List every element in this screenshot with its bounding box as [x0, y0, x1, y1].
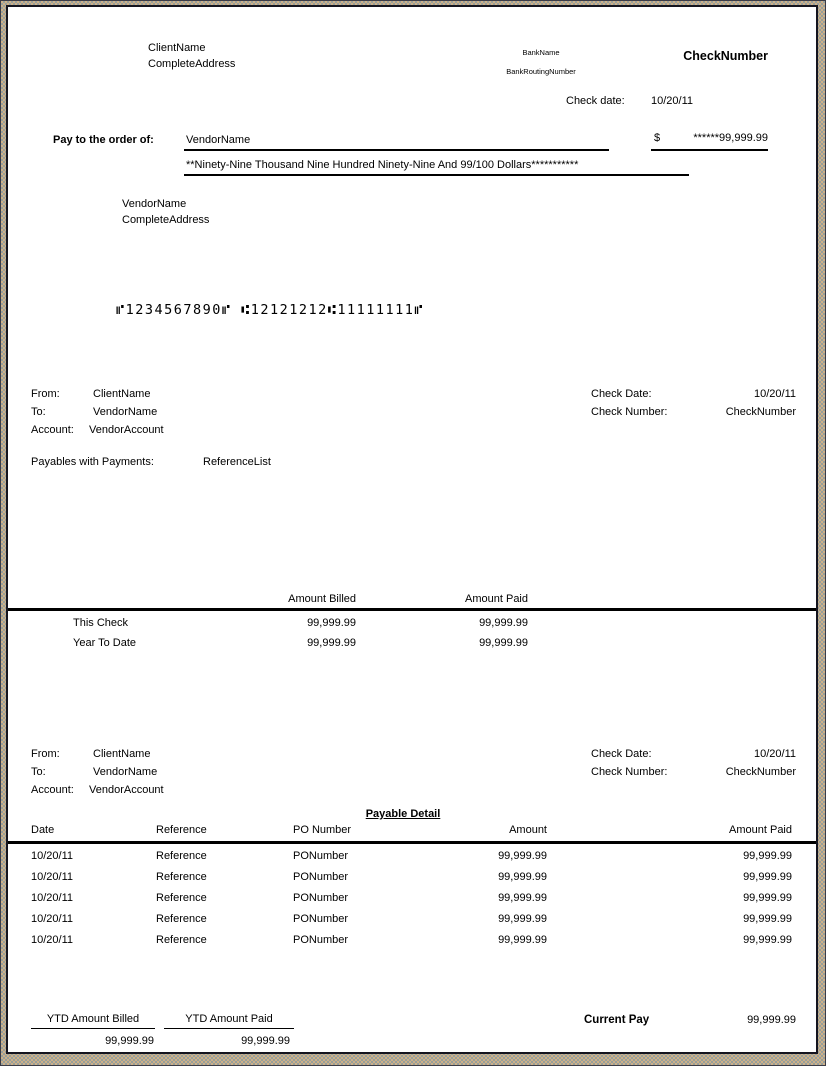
payable-paid: 99,999.99 — [743, 850, 792, 862]
col-header-amount-paid: Amount Paid — [729, 824, 792, 836]
ytd-paid-value: 99,999.99 — [241, 1035, 290, 1047]
payable-po: PONumber — [293, 892, 349, 904]
summary-row-label: Year To Date — [73, 637, 136, 649]
stub1-check-number-value: CheckNumber — [725, 406, 796, 418]
stub1-account-value: VendorAccount — [89, 424, 164, 436]
payable-detail-divider — [8, 841, 816, 844]
bank-info-block — [498, 43, 584, 81]
stub2-from-label: From: — [31, 748, 60, 760]
current-pay-value: 99,999.99 — [747, 1014, 796, 1026]
stub1-from-label: From: — [31, 388, 60, 400]
summary-row-paid: 99,999.99 — [479, 617, 528, 629]
payable-amount: 99,999.99 — [498, 913, 547, 925]
stub1-to-value: VendorName — [93, 406, 158, 418]
summary-row-billed: 99,999.99 — [307, 637, 356, 649]
summary-row-billed: 99,999.99 — [307, 617, 356, 629]
stub1-check-date-value: 10/20/11 — [753, 388, 796, 400]
payable-paid: 99,999.99 — [743, 913, 792, 925]
stub2-to-value: VendorName — [93, 766, 158, 778]
payable-amount: 99,999.99 — [498, 871, 547, 883]
summary-paid-header: Amount Paid — [465, 593, 528, 605]
stub1-check-date-label: Check Date: — [591, 388, 652, 400]
payable-reference: Reference — [156, 850, 207, 862]
vendor-address-block — [122, 196, 209, 228]
payable-reference: Reference — [156, 934, 207, 946]
stub2-to-label: To: — [31, 766, 46, 778]
payee-underline — [184, 149, 609, 151]
stub2-check-number-value: CheckNumber — [725, 766, 796, 778]
payable-amount: 99,999.99 — [498, 850, 547, 862]
payable-paid: 99,999.99 — [743, 871, 792, 883]
amount-numeric: ******99,999.99 — [693, 132, 768, 144]
stub2-from-value: ClientName — [93, 748, 151, 760]
check-date-value: 10/20/11 — [651, 95, 694, 107]
summary-divider — [8, 608, 816, 611]
payable-amount: 99,999.99 — [498, 892, 547, 904]
client-address-block — [148, 40, 235, 72]
client-name: ClientName — [148, 42, 206, 54]
payable-reference: Reference — [156, 892, 207, 904]
client-address: CompleteAddress — [148, 58, 236, 70]
payable-paid: 99,999.99 — [743, 934, 792, 946]
payee-name: VendorName — [186, 134, 251, 146]
current-pay-label: Current Pay — [584, 1014, 650, 1026]
micr-line: ⑈1234567890⑈ ⑆12121212⑆11111111⑈ — [116, 302, 424, 318]
pay-to-label: Pay to the order of: — [53, 134, 154, 146]
check-number: CheckNumber — [683, 49, 768, 63]
stub2-check-number-label: Check Number: — [591, 766, 668, 778]
payable-date: 10/20/11 — [31, 913, 74, 925]
payable-date: 10/20/11 — [31, 934, 74, 946]
summary-row-paid: 99,999.99 — [479, 637, 528, 649]
amount-words-underline — [184, 174, 689, 176]
stub2-check-date-label: Check Date: — [591, 748, 652, 760]
bank-name: BankName — [522, 48, 560, 57]
payable-po: PONumber — [293, 913, 349, 925]
amount-words: **Ninety-Nine Thousand Nine Hundred Ninety-Nine And 99/100 Dollars*********** — [186, 159, 579, 171]
currency-symbol: $ — [654, 132, 661, 144]
payable-po: PONumber — [293, 871, 349, 883]
stub1-from-value: ClientName — [93, 388, 151, 400]
stub1-payables-value: ReferenceList — [203, 456, 271, 468]
check-document-page — [6, 5, 818, 1054]
ytd-billed-value: 99,999.99 — [105, 1035, 154, 1047]
summary-row-label: This Check — [73, 617, 129, 629]
summary-billed-header: Amount Billed — [288, 593, 356, 605]
vendor-name: VendorName — [122, 198, 187, 210]
stub2-account-label: Account: — [31, 784, 74, 796]
col-header-amount: Amount — [509, 824, 547, 836]
stub1-account-label: Account: — [31, 424, 74, 436]
ytd-billed-header: YTD Amount Billed — [31, 1013, 155, 1029]
payable-reference: Reference — [156, 913, 207, 925]
stub1-payables-label: Payables with Payments: — [31, 456, 154, 468]
payable-date: 10/20/11 — [31, 850, 74, 862]
bank-routing-number: BankRoutingNumber — [506, 67, 576, 76]
vendor-address: CompleteAddress — [122, 214, 210, 226]
check-date-label: Check date: — [566, 95, 625, 107]
amount-underline — [651, 149, 768, 151]
ytd-paid-header: YTD Amount Paid — [164, 1013, 294, 1029]
payable-reference: Reference — [156, 871, 207, 883]
payable-date: 10/20/11 — [31, 892, 74, 904]
payable-po: PONumber — [293, 850, 349, 862]
payable-date: 10/20/11 — [31, 871, 74, 883]
col-header-reference: Reference — [156, 824, 207, 836]
col-header-date: Date — [31, 824, 55, 836]
payable-paid: 99,999.99 — [743, 892, 792, 904]
payable-po: PONumber — [293, 934, 349, 946]
payable-detail-title: Payable Detail — [365, 808, 441, 820]
col-header-po-number: PO Number — [293, 824, 352, 836]
payable-amount: 99,999.99 — [498, 934, 547, 946]
stub2-check-date-value: 10/20/11 — [753, 748, 796, 760]
stub1-to-label: To: — [31, 406, 46, 418]
stub1-check-number-label: Check Number: — [591, 406, 668, 418]
stub2-account-value: VendorAccount — [89, 784, 164, 796]
